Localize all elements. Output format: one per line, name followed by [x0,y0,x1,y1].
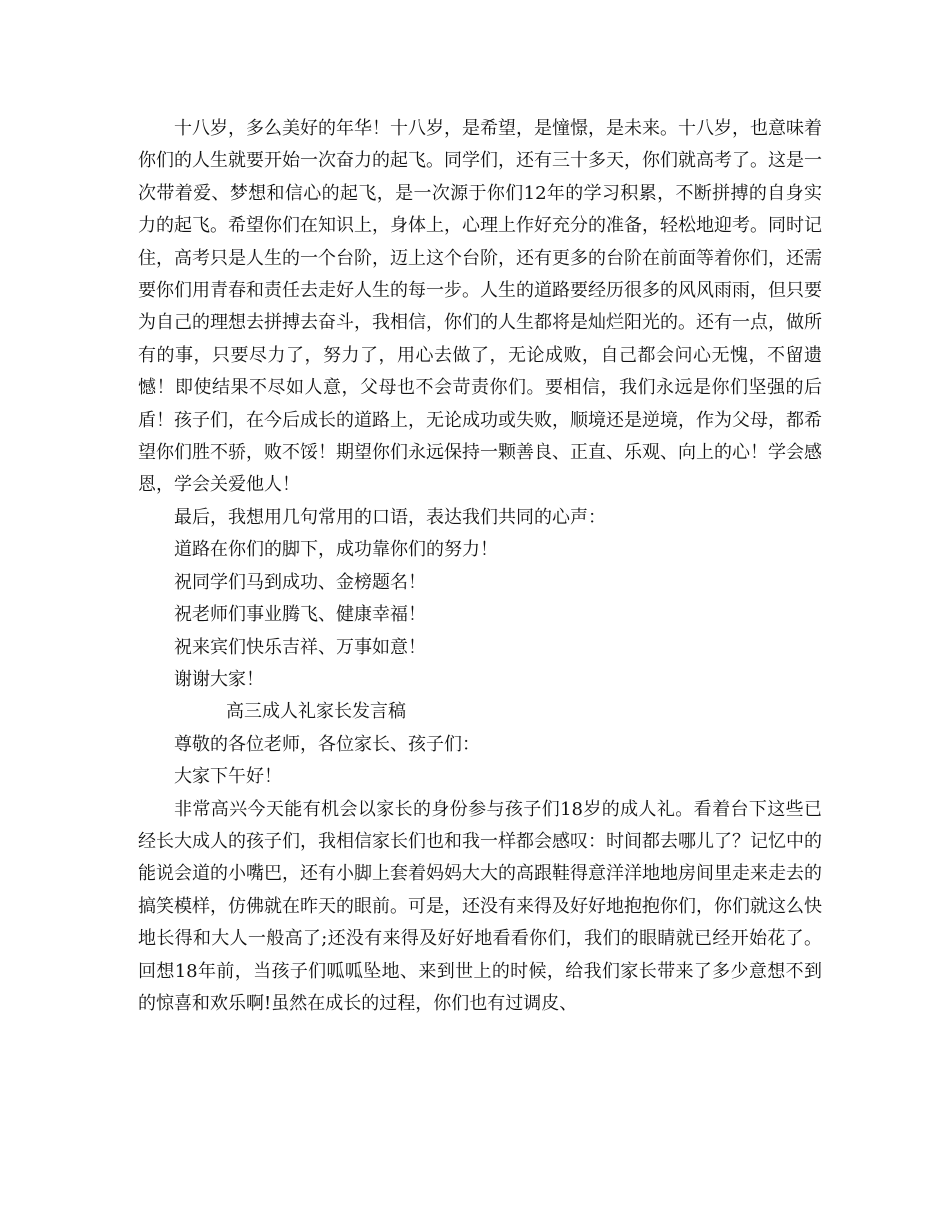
paragraph-wish-guests: 祝来宾们快乐吉祥、万事如意！ [174,636,426,658]
greeting: 大家下午好！ [174,766,282,788]
paragraph-advice: 十八岁，多么美好的年华！十八岁，是希望，是憧憬，是未来。十八岁，也意味着你们的人生就要开始一次奋力的起飞。同学们，还有三十多天，你们就高考了。这是一次带着爱、梦想和信心的起飞，是一次源于你们12年的学习积累，不断拼搏的自身实力的起飞。希望你们在知识上，身体上，心理上作好充分的准备，轻松地迎考。同时记住，高考只是人生的一个台阶，迈上这个台阶，还有更多的台阶在前面等着你们，还需要你们用青春和责任去走好人生的每一步。人生的道路要经历很多的风风雨雨，但只要为自己的理想去拼搏去奋斗，我相信，你们的人生都将是灿烂阳光的。还有一点，做所有的事，只要尽力了，努力了，用心去做了，无论成败，自己都会问心无愧，不留遗憾！即使结果不尽如人意，父母也不会苛责你们。要相信，我们永远是你们坚强的后盾！孩子们，在今后成长的道路上，无论成功或失败，顺境还是逆境，作为父母，都希望你们胜不骄，败不馁！期望你们永远保持一颗善良、正直、乐观、向上的心！学会感恩，学会关爱他人！ [138,118,822,496]
paragraph-thanks: 谢谢大家！ [174,668,264,690]
paragraph-body: 非常高兴今天能有机会以家长的身份参与孩子们18岁的成人礼。看着台下这些已经长大成人的孩子们，我相信家长们也和我一样都会感叹：时间都去哪儿了？记忆中的能说会道的小嘴巴，还有小脚上套着妈妈大大的高跟鞋得意洋洋地地房间里走来走去的搞笑模样，仿佛就在昨天的眼前。可是，还没有来得及好好地抱抱你们，你们就这么快地长得和大人一般高了;还没有来得及好好地看看你们，我们的眼睛就已经开始花了。回想18年前，当孩子们呱呱坠地、来到世上的时候，给我们家长带来了多少意想不到的惊喜和欢乐啊!虽然在成长的过程，你们也有过调皮、 [138,798,822,1014]
document-page [138,113,822,1020]
paragraph-wish-students: 祝同学们马到成功、金榜题名！ [174,571,426,593]
paragraph-wish-teachers: 祝老师们事业腾飞、健康幸福！ [174,604,426,626]
paragraph-closing-intro: 最后，我想用几句常用的口语，表达我们共同的心声： [174,506,606,528]
paragraph-wish-path: 道路在你们的脚下，成功靠你们的努力！ [174,539,498,561]
salutation: 尊敬的各位老师，各位家长、孩子们： [174,733,480,755]
section-title: 高三成人礼家长发言稿 [226,701,406,723]
